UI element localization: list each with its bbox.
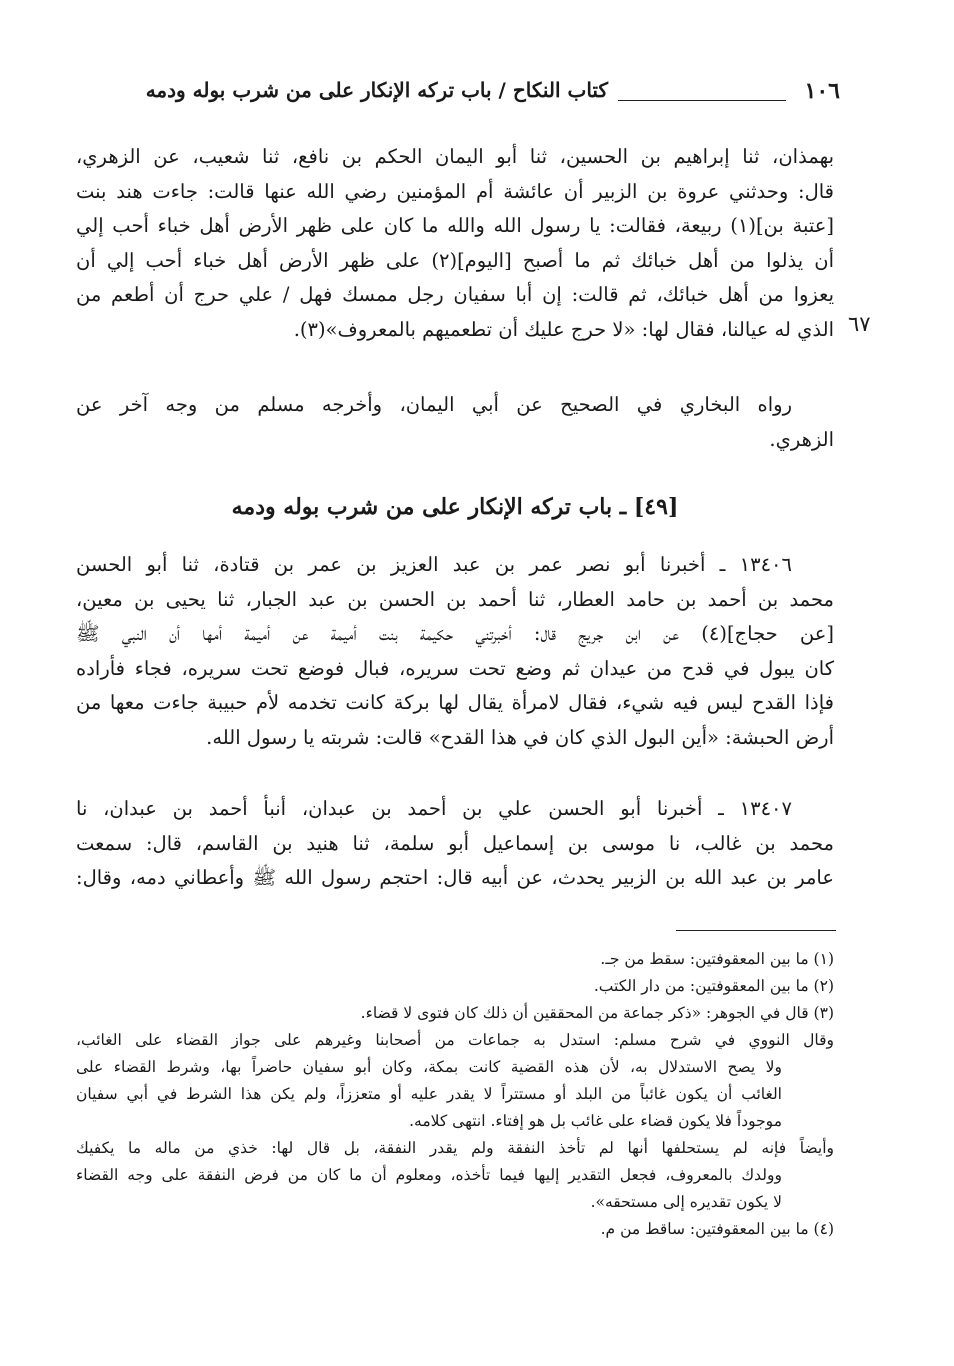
running-title: كتاب النكاح / باب تركه الإنكار على من شرب بوله ودمه (145, 78, 608, 102)
text-line: فإذا القدح ليس فيه شيء، فقال لامرأة يقال لها بركة كانت تخدمه لأم حبيبة جاءت معها من (76, 691, 834, 715)
text-line: محمد بن غالب، نا موسى بن إسماعيل أبو سلمة، ثنا هنيد بن القاسم، قال: سمعت (76, 831, 834, 855)
text-line: أن يذلوا من أهل خبائك ثم ما أصبح [اليوم](٢) على ظهر الأرض أهل خباء أحب إلي أن (76, 248, 834, 272)
footnote-3-line: الغائب أن يكون غائباً من البلد أو مستتراً لا يقدر عليه أو متعززاً، ولم يكن هذا الشرط في أبي سفيان (76, 1085, 782, 1103)
footnote-separator (676, 930, 836, 931)
chapter-title: [٤٩] ـ باب تركه الإنكار على من شرب بوله ودمه (231, 494, 679, 520)
text-line: أرض الحبشة: «أين البول الذي كان في هذا القدح» قالت: شربته يا رسول الله. (206, 725, 834, 749)
text-line: [عتبة بن](١) ربيعة، فقالت: يا رسول الله والله ما كان على ظهر الأرض أهل خباء أحب إلي (76, 214, 834, 238)
text-line: الزهري. (769, 427, 834, 451)
footnote-3-line: وقال النووي في شرح مسلم: استدل به جماعات من أصحابنا وغيرهم على جواز القضاء على الغائب، (76, 1031, 834, 1049)
text-line: ١٣٤٠٦ ـ أخبرنا أبو نصر عمر بن عبد العزيز بن عمر بن قتادة، ثنا أبو الحسن (76, 553, 792, 576)
header-rule (618, 100, 786, 101)
text-line: قال: وحدثني عروة بن الزبير أن عائشة أم المؤمنين رضي الله عنها قالت: جاءت هند بنت (76, 179, 834, 203)
footnote-1: (١) ما بين المعقوفتين: سقط من جـ. (600, 950, 834, 968)
page-number: ١٠٦ (804, 78, 840, 104)
footnote-2: (٢) ما بين المعقوفتين: من دار الكتب. (593, 977, 834, 995)
text-line: كان يبول في قدح من عيدان ثم وضع تحت سريره، فبال فوضع تحت سريره، فجاء فأراده (76, 656, 834, 680)
footnote-3-line: وولدك بالمعروف، فجعل التقدير إليها فيما تأخذه، ومعلوم أن ما كان من فرض النفقة على وجه القضاء (76, 1166, 782, 1184)
paragraph-hadith-13407 (76, 792, 834, 896)
footnotes (76, 946, 834, 1243)
footnote-4: (٤) ما بين المعقوفتين: ساقط من م. (600, 1220, 834, 1238)
text-line: الذي له عيالنا، فقال لها: «لا حرج عليك أن تطعميهم بالمعروف»(٣). (293, 317, 834, 341)
footnote-3-line: موجوداً فلا يكون قضاء على غائب بل هو إفتاء. انتهى كلامه. (409, 1112, 782, 1130)
paragraph-riwayah (76, 388, 834, 457)
footnote-3-line: وأيضاً فإنه لم يستحلفها أنها لم تأخذ النفقة ولم يقدر النفقة، بل قال لها: خذي من ماله ما يكفيك (76, 1139, 834, 1157)
text-line: يعزوا من أهل خبائك، ثم قالت: إن أبا سفيان رجل ممسك فهل / علي حرج أن أطعم من (76, 283, 834, 307)
text-line: ١٣٤٠٧ ـ أخبرنا أبو الحسن علي بن أحمد بن عبدان، أنبأ أحمد بن عبدان، نا (76, 797, 792, 820)
text-line: [عن حجاج](٤) عن ابن جريج قال: أخبرتني حكيمة بنت أميمة عن أميمة أمها أن النبي ﷺ (76, 622, 835, 646)
margin-page-marker: ٦٧ (848, 312, 871, 336)
text-line: رواه البخاري في الصحيح عن أبي اليمان، وأخرجه مسلم من وجه آخر عن (76, 393, 792, 416)
footnote-3-line: ولا يصح الاستدلال به، لأن هذه القضية كانت بمكة، وكان أبو سفيان حاضراً بها، وشرط القضاء على (76, 1058, 782, 1076)
text-line: محمد بن أحمد بن حامد العطار، ثنا أحمد بن الحسن بن عبد الجبار، ثنا يحيى بن معين، (76, 587, 834, 611)
text-line: بهمذان، ثنا إبراهيم بن الحسين، ثنا أبو اليمان الحكم بن نافع، ثنا شعيب، عن الزهري، (76, 145, 834, 168)
paragraph-hadith-13406 (76, 548, 834, 756)
footnote-3-line: لا يكون تقديره إلى مستحقه». (590, 1193, 782, 1211)
paragraph-hadith-hind (76, 140, 834, 348)
page-header (78, 78, 840, 112)
footnote-3: (٣) قال في الجوهر: «ذكر جماعة من المحققين أن ذلك كان فتوى لا قضاء. (360, 1004, 834, 1022)
text-line: عامر بن عبد الله بن الزبير يحدث، عن أبيه قال: احتجم رسول الله ﷺ وأعطاني دمه، وقال: (76, 866, 834, 890)
